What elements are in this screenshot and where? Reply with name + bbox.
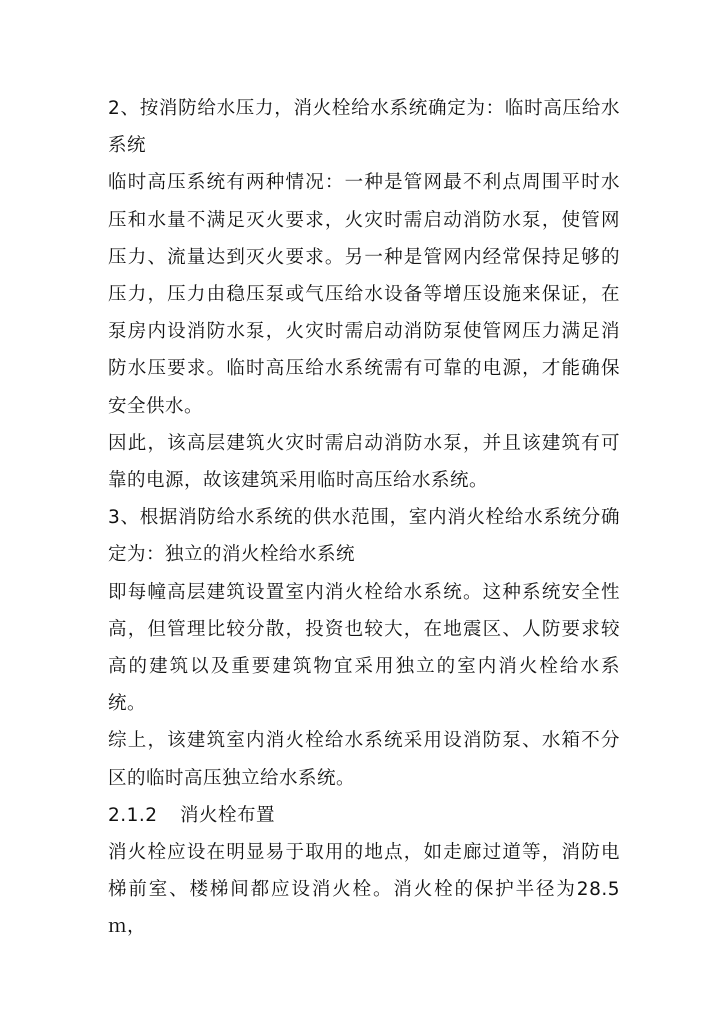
paragraph-conclusion: 综上，该建筑室内消火栓给水系统采用设消防泵、水箱不分区的临时高压独立给水系统。 — [108, 730, 620, 789]
document-body — [108, 90, 620, 946]
section-heading — [108, 797, 620, 834]
paragraph-supply-range-heading: 3、根据消防给水系统的供水范围，室内消火栓给水系统分确定为：独立的消火栓给水系统 — [108, 507, 620, 566]
paragraph-hydrant-placement: 消火栓应设在明显易于取用的地点，如走廊过道等，消防电梯前室、楼梯间都应设消火栓。消火栓的保护半径为28.5ｍ， — [108, 842, 620, 938]
paragraph-water-pressure-heading: 2、按消防给水压力，消火栓给水系统确定为：临时高压给水系统 — [108, 98, 620, 157]
section-title: 消火栓布置 — [180, 804, 276, 826]
paragraph-therefore: 因此，该高层建筑火灾时需启动消防水泵，并且该建筑有可靠的电源，故该建筑采用临时高压给水系统。 — [108, 432, 620, 492]
paragraph-temporary-high-pressure: 临时高压系统有两种情况：一种是管网最不利点周围平时水压和水量不满足灭火要求，火灾时需启动消防水泵，使管网压力、流量达到灭火要求。另一种是管网内经常保持足够的压力，压力由稳压泵或气压给水设备等增压设施来保证，在泵房内设消防水泵，火灾时需启动消防泵使管网压力满足消防水压要求。临时高压给水系统需有可靠的电源，才能确保安全供水。 — [108, 172, 620, 417]
paragraph-independent-system: 即每幢高层建筑设置室内消火栓给水系统。这种系统安全性高，但管理比较分散，投资也较大，在地震区、人防要求较高的建筑以及重要建筑物宜采用独立的室内消火栓给水系统。 — [108, 581, 620, 715]
section-number: 2.1.2 — [108, 804, 158, 826]
